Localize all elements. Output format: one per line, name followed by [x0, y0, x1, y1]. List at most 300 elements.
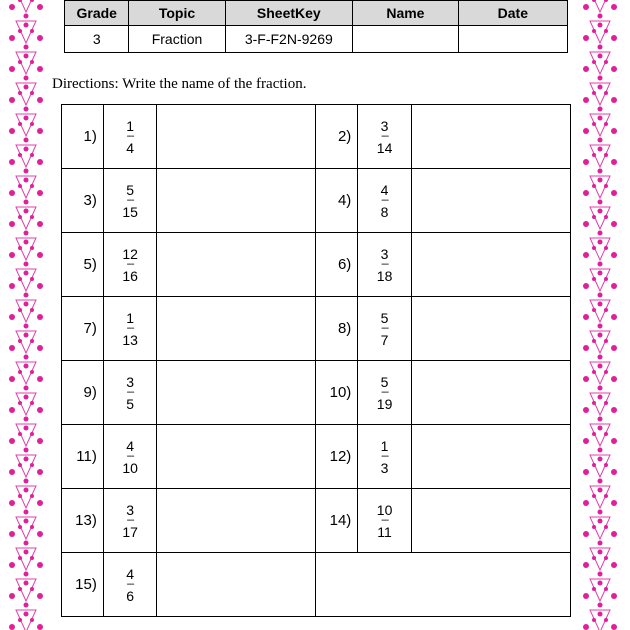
dot-ornament — [30, 339, 34, 343]
dot-ornament — [18, 401, 22, 405]
denominator: 7 — [380, 332, 389, 348]
problem-number: 14) — [316, 489, 358, 553]
numerator: 3 — [126, 374, 134, 390]
dot-ornament — [611, 593, 617, 599]
answer-box[interactable] — [411, 425, 570, 489]
denominator: 14 — [376, 140, 393, 156]
fraction — [381, 311, 389, 347]
dot-ornament — [583, 469, 589, 475]
topic-value: Fraction — [129, 26, 225, 53]
dot-ornament — [598, 572, 603, 577]
dot-ornament — [24, 45, 29, 50]
dot-ornament — [592, 91, 596, 95]
dot-ornament — [592, 525, 596, 529]
problem-number: 5) — [62, 233, 104, 297]
dot-ornament — [24, 138, 29, 143]
header-name: Name — [353, 1, 459, 26]
dot-ornament — [611, 128, 617, 134]
fraction-bar: --- — [126, 131, 134, 142]
fraction-cell — [358, 489, 412, 553]
dot-ornament — [592, 29, 596, 33]
dot-ornament — [37, 283, 43, 289]
fraction-bar: --- — [381, 195, 389, 206]
dot-ornament — [611, 221, 617, 227]
dot-ornament — [37, 438, 43, 444]
fraction-bar: --- — [381, 387, 389, 398]
fraction-cell — [358, 233, 412, 297]
dot-ornament — [598, 479, 603, 484]
dot-ornament — [604, 246, 608, 250]
dot-ornament — [24, 293, 29, 298]
fraction-bar: --- — [381, 515, 389, 526]
dot-ornament — [24, 541, 29, 546]
answer-box[interactable] — [157, 233, 316, 297]
dot-ornament — [18, 494, 22, 498]
dot-ornament — [9, 97, 15, 103]
answer-box[interactable] — [157, 297, 316, 361]
dot-ornament — [30, 618, 34, 622]
problem-row — [62, 361, 571, 425]
numerator: 5 — [380, 374, 389, 390]
denominator: 13 — [122, 332, 138, 348]
dot-ornament — [37, 593, 43, 599]
fraction — [126, 567, 134, 603]
dot-ornament — [592, 122, 596, 126]
dot-ornament — [30, 246, 34, 250]
dot-ornament — [604, 494, 608, 498]
dot-ornament — [604, 60, 608, 64]
dot-ornament — [583, 438, 589, 444]
answer-box[interactable] — [411, 489, 570, 553]
dot-ornament — [592, 153, 596, 157]
dot-ornament — [24, 457, 29, 462]
dot-ornament — [583, 314, 589, 320]
dot-ornament — [9, 314, 15, 320]
dot-ornament — [583, 531, 589, 537]
dot-ornament — [24, 333, 29, 338]
dot-ornament — [592, 277, 596, 281]
denominator: 11 — [377, 524, 392, 540]
problem-row — [62, 553, 571, 617]
numerator: 4 — [380, 182, 389, 198]
dot-ornament — [611, 624, 617, 630]
dot-ornament — [30, 122, 34, 126]
answer-box[interactable] — [411, 361, 570, 425]
dot-ornament — [30, 153, 34, 157]
dot-ornament — [9, 500, 15, 506]
dot-ornament — [24, 510, 29, 515]
dot-ornament — [592, 184, 596, 188]
date-field[interactable] — [458, 26, 567, 53]
dot-ornament — [9, 35, 15, 41]
dot-ornament — [611, 314, 617, 320]
problem-row — [62, 233, 571, 297]
fraction-bar: --- — [126, 323, 134, 334]
dot-ornament — [598, 510, 603, 515]
dot-ornament — [18, 525, 22, 529]
dot-ornament — [583, 376, 589, 382]
fraction-bar: --- — [381, 259, 389, 270]
dot-ornament — [9, 128, 15, 134]
dot-ornament — [30, 308, 34, 312]
dot-ornament — [583, 252, 589, 258]
dot-ornament — [37, 128, 43, 134]
numerator: 1 — [126, 310, 134, 326]
dot-ornament — [598, 364, 603, 369]
fraction-cell — [103, 489, 157, 553]
fraction-bar: --- — [126, 387, 134, 398]
dot-ornament — [24, 448, 29, 453]
denominator: 10 — [122, 460, 138, 476]
dot-ornament — [592, 432, 596, 436]
dot-ornament — [30, 29, 34, 33]
dot-ornament — [9, 159, 15, 165]
dot-ornament — [9, 593, 15, 599]
denominator: 17 — [122, 524, 138, 540]
dot-ornament — [604, 463, 608, 467]
dot-ornament — [9, 438, 15, 444]
fraction — [381, 183, 389, 219]
denominator: 8 — [380, 204, 389, 220]
numerator: 5 — [126, 182, 134, 198]
dot-ornament — [611, 252, 617, 258]
dot-ornament — [611, 438, 617, 444]
dot-ornament — [24, 107, 29, 112]
dot-ornament — [583, 283, 589, 289]
fraction-cell — [103, 553, 157, 617]
answer-box[interactable] — [157, 105, 316, 169]
dot-ornament — [9, 407, 15, 413]
dot-ornament — [24, 262, 29, 267]
dot-ornament — [598, 85, 603, 90]
problem-number: 7) — [62, 297, 104, 361]
fraction — [122, 183, 138, 219]
dot-ornament — [24, 488, 29, 493]
problem-number: 6) — [316, 233, 358, 297]
dot-ornament — [604, 29, 608, 33]
dot-ornament — [604, 153, 608, 157]
fraction — [381, 439, 389, 475]
denominator: 5 — [126, 396, 134, 412]
dot-ornament — [592, 463, 596, 467]
dot-ornament — [18, 370, 22, 374]
fraction-cell — [103, 361, 157, 425]
dot-ornament — [24, 612, 29, 617]
empty-cell — [316, 553, 571, 617]
fraction-cell — [358, 297, 412, 361]
dot-ornament — [611, 562, 617, 568]
dot-ornament — [9, 562, 15, 568]
answer-box[interactable] — [411, 169, 570, 233]
numerator: 1 — [380, 438, 389, 454]
dot-ornament — [24, 116, 29, 121]
header-date: Date — [458, 1, 567, 26]
fraction-bar: --- — [381, 451, 389, 462]
dot-ornament — [583, 221, 589, 227]
answer-box[interactable] — [157, 553, 316, 617]
denominator: 19 — [376, 396, 393, 412]
dot-ornament — [37, 500, 43, 506]
dot-ornament — [598, 457, 603, 462]
dot-ornament — [30, 277, 34, 281]
dot-ornament — [24, 395, 29, 400]
dot-ornament — [9, 469, 15, 475]
grade-value: 3 — [65, 26, 129, 53]
dot-ornament — [583, 128, 589, 134]
dot-ornament — [583, 593, 589, 599]
dot-ornament — [598, 426, 603, 431]
answer-box[interactable] — [157, 425, 316, 489]
dot-ornament — [18, 618, 22, 622]
answer-box[interactable] — [157, 169, 316, 233]
numerator: 4 — [126, 438, 134, 454]
dot-ornament — [583, 500, 589, 506]
triangle-ornament — [590, 0, 610, 12]
fraction — [377, 247, 393, 283]
dot-ornament — [598, 488, 603, 493]
dot-ornament — [24, 355, 29, 360]
decorative-border-left — [4, 0, 48, 630]
header-topic: Topic — [129, 1, 225, 26]
dot-ornament — [37, 469, 43, 475]
numerator: 10 — [376, 502, 393, 518]
dot-ornament — [24, 23, 29, 28]
fraction-bar: --- — [381, 323, 389, 334]
denominator: 3 — [380, 460, 389, 476]
dot-ornament — [604, 122, 608, 126]
dot-ornament — [18, 463, 22, 467]
problem-number: 13) — [62, 489, 104, 553]
directions-text: Directions: Write the name of the fraction. — [52, 76, 307, 92]
dot-ornament — [592, 246, 596, 250]
dot-ornament — [592, 308, 596, 312]
fraction-cell — [358, 105, 412, 169]
dot-ornament — [37, 252, 43, 258]
problem-number: 3) — [62, 169, 104, 233]
numerator: 3 — [380, 118, 389, 134]
answer-box[interactable] — [411, 297, 570, 361]
dot-ornament — [611, 283, 617, 289]
dot-ornament — [598, 519, 603, 524]
dot-ornament — [24, 14, 29, 19]
answer-box[interactable] — [411, 233, 570, 297]
dot-ornament — [583, 345, 589, 351]
denominator: 18 — [376, 268, 393, 284]
dot-ornament — [30, 432, 34, 436]
dot-ornament — [583, 159, 589, 165]
dot-ornament — [37, 407, 43, 413]
fraction-cell — [103, 233, 157, 297]
dot-ornament — [30, 184, 34, 188]
dot-ornament — [30, 60, 34, 64]
dot-ornament — [24, 479, 29, 484]
fraction-cell — [358, 361, 412, 425]
answer-box[interactable] — [411, 105, 570, 169]
dot-ornament — [598, 603, 603, 608]
header-sheetkey: SheetKey — [225, 1, 353, 26]
fraction — [122, 311, 138, 347]
dot-ornament — [9, 531, 15, 537]
dot-ornament — [583, 624, 589, 630]
dot-ornament — [611, 4, 617, 10]
dot-ornament — [583, 407, 589, 413]
dot-ornament — [24, 147, 29, 152]
dot-ornament — [598, 333, 603, 338]
dot-ornament — [604, 618, 608, 622]
fraction-bar: --- — [381, 131, 389, 142]
dot-ornament — [611, 190, 617, 196]
dot-ornament — [30, 556, 34, 560]
dot-ornament — [18, 60, 22, 64]
dot-ornament — [24, 85, 29, 90]
dot-ornament — [604, 525, 608, 529]
denominator: 15 — [122, 204, 138, 220]
dot-ornament — [37, 190, 43, 196]
dot-ornament — [37, 376, 43, 382]
dot-ornament — [24, 209, 29, 214]
triangle-ornament — [16, 0, 36, 12]
dot-ornament — [37, 221, 43, 227]
dot-ornament — [30, 91, 34, 95]
numerator: 4 — [126, 566, 134, 582]
fraction — [122, 503, 138, 539]
dot-ornament — [30, 587, 34, 591]
dot-ornament — [18, 246, 22, 250]
dot-ornament — [24, 200, 29, 205]
dot-ornament — [9, 221, 15, 227]
worksheet-info-table — [64, 0, 568, 53]
dot-ornament — [604, 308, 608, 312]
problem-number: 9) — [62, 361, 104, 425]
dot-ornament — [592, 370, 596, 374]
denominator: 16 — [122, 268, 138, 284]
fraction — [122, 247, 138, 283]
dot-ornament — [37, 531, 43, 537]
numerator: 1 — [126, 118, 134, 134]
dot-ornament — [592, 587, 596, 591]
fraction-cell — [358, 169, 412, 233]
fraction — [377, 375, 393, 411]
dot-ornament — [611, 500, 617, 506]
dot-ornament — [30, 401, 34, 405]
dot-ornament — [37, 4, 43, 10]
dot-ornament — [37, 66, 43, 72]
numerator: 3 — [126, 502, 134, 518]
denominator: 4 — [126, 140, 134, 156]
problem-number: 15) — [62, 553, 104, 617]
dot-ornament — [24, 178, 29, 183]
dot-ornament — [598, 54, 603, 59]
dot-ornament — [37, 314, 43, 320]
dot-ornament — [30, 494, 34, 498]
dot-ornament — [592, 556, 596, 560]
fraction — [377, 119, 393, 155]
dot-ornament — [18, 308, 22, 312]
dot-ornament — [598, 395, 603, 400]
dot-ornament — [24, 417, 29, 422]
problem-number: 4) — [316, 169, 358, 233]
dot-ornament — [18, 91, 22, 95]
fraction-cell — [103, 425, 157, 489]
dot-ornament — [598, 541, 603, 546]
dot-ornament — [598, 147, 603, 152]
fraction-cell — [103, 105, 157, 169]
dot-ornament — [611, 159, 617, 165]
dot-ornament — [37, 35, 43, 41]
problem-row — [62, 169, 571, 233]
problem-row — [62, 297, 571, 361]
dot-ornament — [611, 469, 617, 475]
dot-ornament — [24, 550, 29, 555]
fraction-cell — [103, 297, 157, 361]
sheetkey-value: 3-F-F2N-9269 — [225, 26, 353, 53]
dot-ornament — [24, 364, 29, 369]
answer-box[interactable] — [157, 361, 316, 425]
dot-ornament — [9, 4, 15, 10]
border-pattern — [4, 0, 48, 630]
dot-ornament — [18, 587, 22, 591]
dot-ornament — [611, 407, 617, 413]
problem-number: 8) — [316, 297, 358, 361]
dot-ornament — [598, 293, 603, 298]
dot-ornament — [604, 215, 608, 219]
dot-ornament — [611, 345, 617, 351]
dot-ornament — [598, 550, 603, 555]
problem-number: 12) — [316, 425, 358, 489]
dot-ornament — [611, 35, 617, 41]
dot-ornament — [24, 324, 29, 329]
dot-ornament — [9, 345, 15, 351]
dot-ornament — [18, 122, 22, 126]
dot-ornament — [583, 562, 589, 568]
dot-ornament — [592, 339, 596, 343]
dot-ornament — [598, 612, 603, 617]
dot-ornament — [9, 624, 15, 630]
dot-ornament — [604, 184, 608, 188]
answer-box[interactable] — [157, 489, 316, 553]
dot-ornament — [583, 190, 589, 196]
dot-ornament — [24, 302, 29, 307]
fraction-bar: --- — [126, 515, 134, 526]
name-field[interactable] — [353, 26, 459, 53]
fraction-cell — [358, 425, 412, 489]
fraction-cell — [103, 169, 157, 233]
dot-ornament — [9, 376, 15, 382]
dot-ornament — [604, 339, 608, 343]
dot-ornament — [598, 240, 603, 245]
dot-ornament — [592, 215, 596, 219]
dot-ornament — [598, 417, 603, 422]
denominator: 6 — [126, 588, 134, 604]
fraction-bar: --- — [126, 451, 134, 462]
dot-ornament — [598, 45, 603, 50]
dot-ornament — [583, 35, 589, 41]
dot-ornament — [24, 581, 29, 586]
dot-ornament — [24, 240, 29, 245]
problem-grid — [61, 104, 571, 617]
dot-ornament — [9, 283, 15, 289]
dot-ornament — [598, 262, 603, 267]
dot-ornament — [9, 252, 15, 258]
dot-ornament — [598, 302, 603, 307]
dot-ornament — [30, 215, 34, 219]
dot-ornament — [598, 116, 603, 121]
dot-ornament — [24, 169, 29, 174]
dot-ornament — [24, 231, 29, 236]
numerator: 12 — [122, 246, 138, 262]
dot-ornament — [18, 153, 22, 157]
dot-ornament — [592, 494, 596, 498]
